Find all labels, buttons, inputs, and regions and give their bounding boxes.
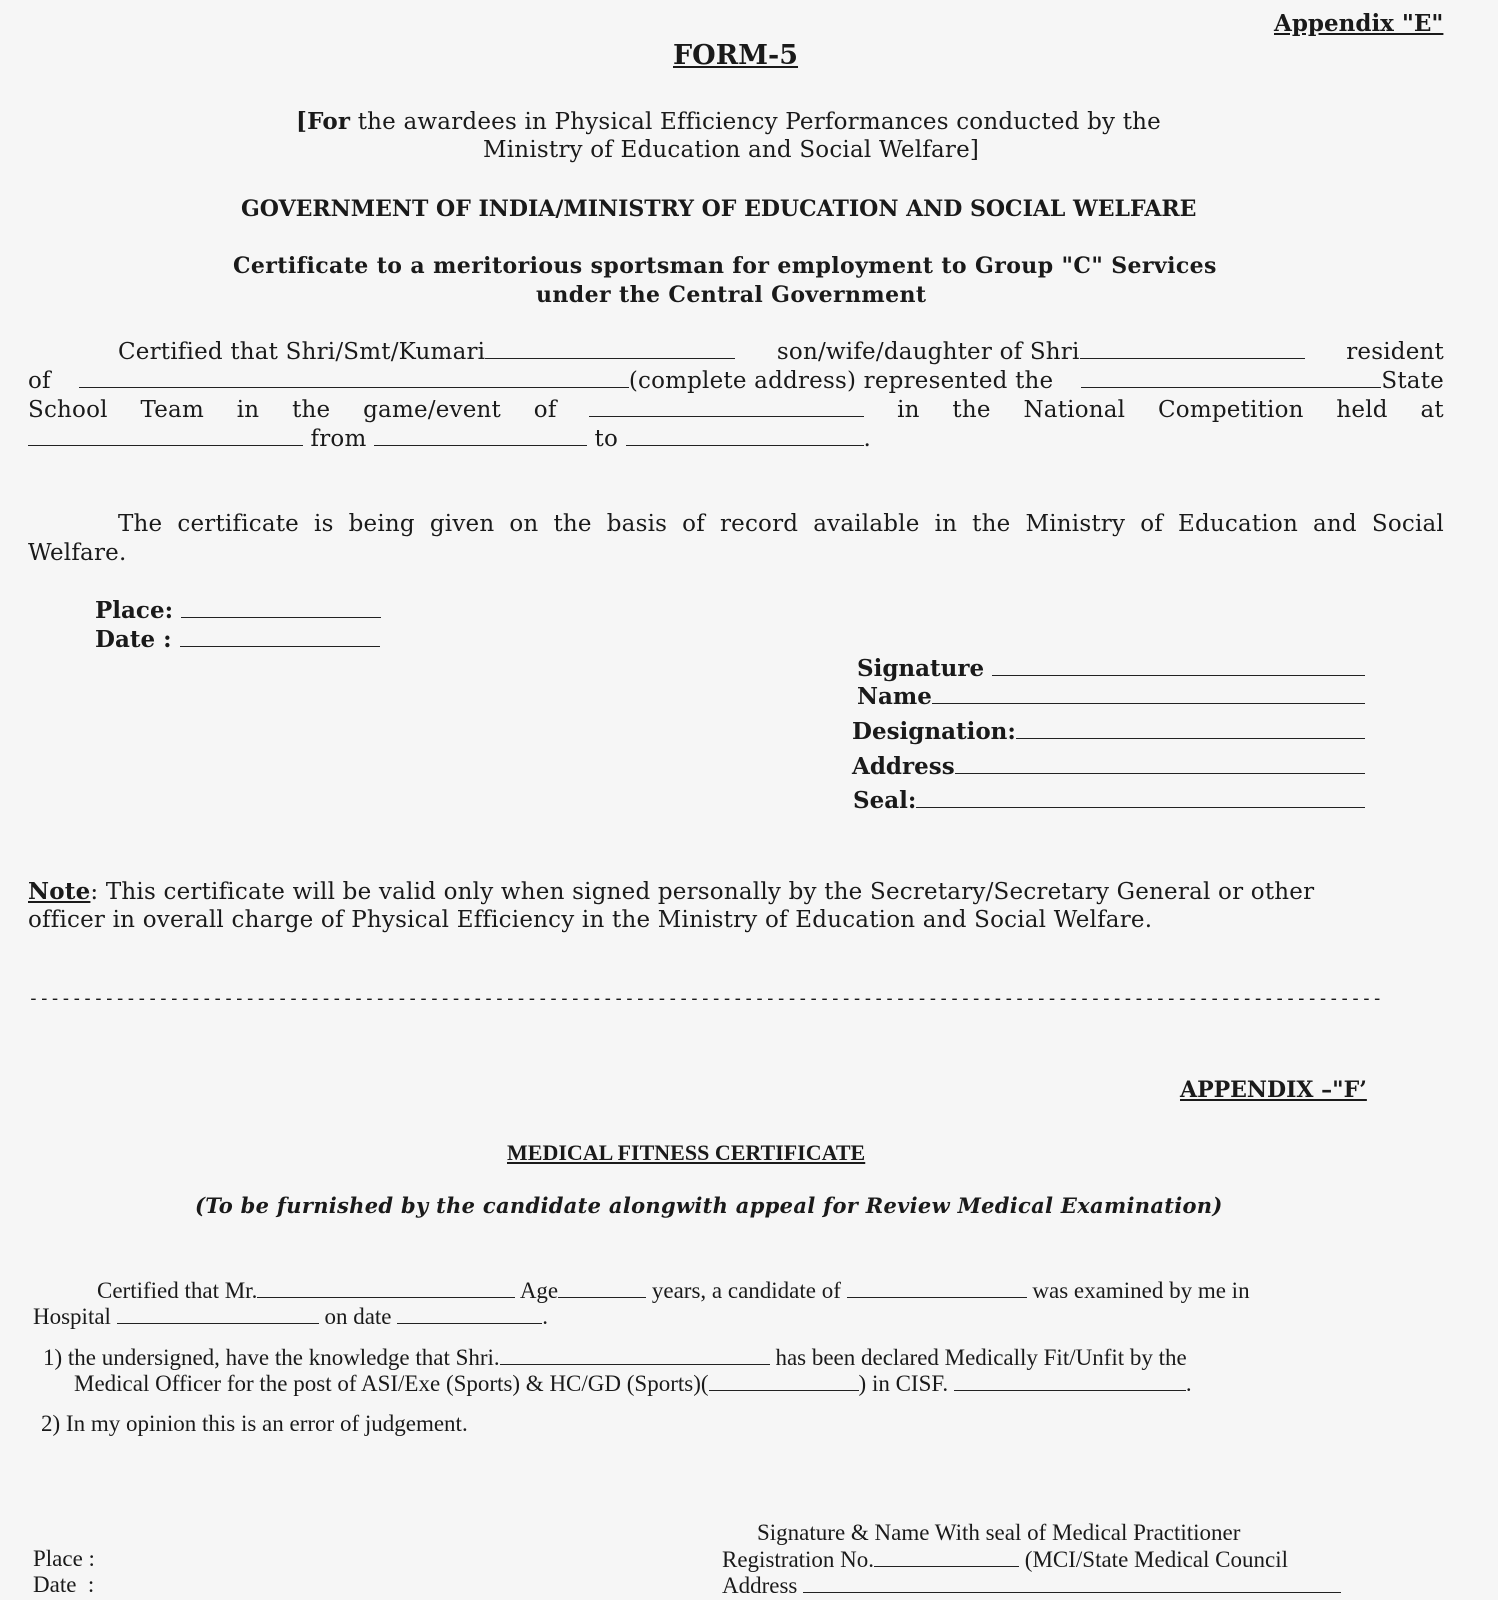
medical-cert-instruction: (To be furnished by the candidate alongwith appeal for Review Medical Examination) [195, 1193, 1223, 1218]
from-text: from [310, 426, 367, 452]
designation-row [852, 718, 1365, 745]
mfc-item2: 2) In my opinion this is an error of judgement. [41, 1411, 468, 1436]
name-field-blank[interactable] [932, 683, 1365, 704]
complete-address-text: (complete address) represented the [628, 368, 1054, 394]
para2-line2: Welfare. [28, 540, 127, 566]
item1-text-a: 1) the undersigned, have the knowledge that Shri. [43, 1345, 500, 1370]
cert-heading-line2: under the Central Government [536, 282, 927, 308]
certified-mr-text: Certified that Mr. [97, 1278, 258, 1303]
examined-text: was examined by me in [1032, 1278, 1250, 1303]
signature-blank[interactable] [992, 655, 1365, 676]
certified-that-text: Certified that Shri/Smt/Kumari [118, 339, 486, 365]
practitioner-address-label: Address [722, 1573, 798, 1598]
form-subtitle-line2: Ministry of Education and Social Welfare] [483, 137, 980, 163]
para1-line3 [28, 396, 1444, 423]
council-text: (MCI/State Medical Council [1024, 1547, 1288, 1572]
para2-word: Education [1177, 511, 1298, 537]
game-event-blank[interactable] [589, 396, 864, 417]
parent-name-blank[interactable] [1080, 338, 1305, 359]
venue-blank[interactable] [28, 425, 303, 446]
item1-cisf-text: ) in CISF. [858, 1371, 949, 1396]
name-blank[interactable] [485, 338, 735, 359]
name-row [857, 683, 1365, 710]
para2-word: Ministry [1025, 511, 1126, 537]
place-label: Place: [95, 597, 174, 624]
age-blank[interactable] [558, 1277, 646, 1298]
separator-line: ----------------------------------------------------------------------------------------------------------------------------- [28, 988, 1383, 1009]
cisf-blank[interactable] [954, 1370, 1186, 1391]
para2-line1 [118, 511, 1444, 537]
word-national: National [1023, 397, 1126, 423]
registration-label: Registration No. [722, 1547, 875, 1572]
form-subtitle-line1 [296, 108, 1161, 135]
resident-text: resident [1346, 339, 1444, 365]
word-the: the [292, 397, 331, 423]
mfc-line2 [33, 1303, 548, 1330]
of-text: of [28, 368, 51, 394]
on-date-text: on date [324, 1304, 392, 1329]
to-text: to [594, 426, 619, 452]
subtitle-rest: the awardees in Physical Efficiency Performances conducted by the [350, 109, 1161, 135]
on-date-blank[interactable] [397, 1303, 542, 1324]
mfc-date-label: Date : [33, 1572, 95, 1597]
item1-text-b: has been declared Medically Fit/Unfit by the [775, 1345, 1187, 1370]
registration-row [722, 1546, 1288, 1573]
mfc-place-label: Place : [33, 1546, 95, 1571]
para2-word: The [118, 511, 163, 537]
designation-blank[interactable] [1016, 718, 1365, 739]
son-wife-text: son/wife/daughter of Shri [776, 339, 1080, 365]
para1-line2 [28, 367, 1444, 394]
period-2: . [542, 1304, 549, 1329]
registration-blank[interactable] [874, 1546, 1019, 1567]
mfc-item1-line2 [74, 1370, 1192, 1397]
state-text: State [1381, 368, 1444, 394]
para2-word: the [972, 511, 1011, 537]
appendix-e-label: Appendix "E" [1274, 10, 1444, 37]
period-3: . [1185, 1371, 1192, 1396]
shri-name-blank[interactable] [500, 1344, 770, 1365]
period: . [863, 426, 872, 452]
para1-line4 [28, 425, 871, 452]
signature-row [857, 655, 1365, 682]
medical-cert-title: MEDICAL FITNESS CERTIFICATE [507, 1140, 866, 1165]
note-text: : This certificate will be valid only when signed personally by the Secretary/Secretary General or other [90, 879, 1315, 905]
word-in: in [236, 397, 260, 423]
para2-word: on [509, 511, 539, 537]
word-the-2: the [952, 397, 991, 423]
para2-word: being [348, 511, 415, 537]
word-held: held [1336, 397, 1388, 423]
address-row [852, 753, 1365, 780]
hospital-blank[interactable] [117, 1303, 319, 1324]
candidate-of-blank[interactable] [847, 1277, 1027, 1298]
note-line1 [28, 878, 1314, 905]
word-of: of [533, 397, 557, 423]
place-blank[interactable] [181, 597, 381, 618]
appendix-f-label: APPENDIX –"F’ [1180, 1077, 1367, 1103]
address-label: Address [852, 753, 955, 780]
para2-word: and [1312, 511, 1357, 537]
address-blank[interactable] [79, 367, 629, 388]
post-blank[interactable] [709, 1370, 859, 1391]
seal-row [853, 787, 1365, 814]
note-line2: officer in overall charge of Physical Efficiency in the Ministry of Education and Social Welfare. [28, 907, 1153, 933]
para1-line1 [118, 338, 1444, 365]
hospital-text: Hospital [33, 1304, 111, 1329]
name-label: Name [857, 683, 932, 710]
date-label: Date : [95, 626, 172, 653]
cert-heading-line1: Certificate to a meritorious sportsman for employment to Group "C" Services [233, 253, 1217, 279]
place-row [95, 597, 381, 624]
item1-post-text: Medical Officer for the post of ASI/Exe (Sports) & HC/GD (Sports)( [74, 1371, 709, 1396]
practitioner-sig-heading: Signature & Name With seal of Medical Practitioner [757, 1520, 1241, 1545]
para2-word: of [1140, 511, 1163, 537]
word-team: Team [140, 397, 204, 423]
to-date-blank[interactable] [626, 425, 864, 446]
note-label: Note [28, 878, 91, 905]
para2-word: in [934, 511, 958, 537]
signature-label: Signature [857, 655, 985, 682]
practitioner-address-row [722, 1572, 1341, 1599]
para2-word: is [314, 511, 334, 537]
govt-heading: GOVERNMENT OF INDIA/MINISTRY OF EDUCATION AND SOCIAL WELFARE [241, 196, 1197, 222]
date-row [95, 626, 380, 653]
designation-label: Designation: [852, 718, 1016, 745]
para2-word: the [553, 511, 592, 537]
word-at: at [1420, 397, 1444, 423]
mfc-item1-line1 [43, 1344, 1187, 1371]
years-text: years, a candidate of [651, 1278, 841, 1303]
subtitle-bold: [For [296, 108, 351, 135]
word-game-event: game/event [363, 397, 502, 423]
para2-word: given [429, 511, 495, 537]
para2-word: of [682, 511, 705, 537]
address-field-blank[interactable] [955, 753, 1365, 774]
para2-word: basis [606, 511, 668, 537]
seal-label: Seal: [853, 787, 917, 814]
para2-word: certificate [177, 511, 299, 537]
from-date-blank[interactable] [374, 425, 587, 446]
para2-word: Social [1371, 511, 1444, 537]
para2-word: available [813, 511, 920, 537]
mr-name-blank[interactable] [257, 1277, 515, 1298]
age-text: Age [519, 1278, 559, 1303]
word-school: School [28, 397, 108, 423]
seal-blank[interactable] [916, 787, 1365, 808]
word-in-2: in [897, 397, 920, 423]
word-competition: Competition [1158, 397, 1304, 423]
form-title: FORM-5 [673, 40, 799, 71]
state-blank[interactable] [1081, 367, 1381, 388]
date-blank[interactable] [180, 626, 380, 647]
practitioner-address-blank[interactable] [803, 1572, 1341, 1593]
mfc-line1 [97, 1277, 1250, 1304]
para2-word: record [719, 511, 799, 537]
